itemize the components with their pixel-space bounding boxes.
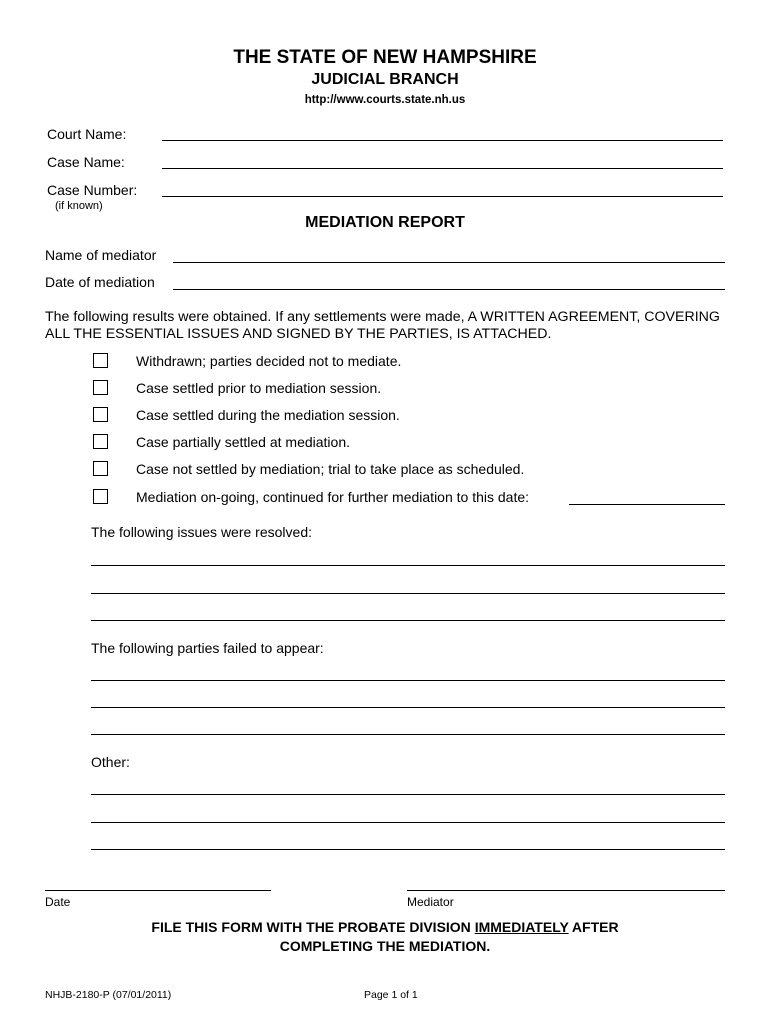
case-number-field[interactable] xyxy=(162,196,723,197)
option-ongoing: Mediation on-going, continued for further mediation to this date: xyxy=(136,489,530,505)
checkbox-withdrawn[interactable] xyxy=(93,353,108,368)
issues-line-2[interactable] xyxy=(91,593,725,594)
option-not-settled: Case not settled by mediation; trial to take place as scheduled. xyxy=(136,461,525,477)
mediation-date-label: Date of mediation xyxy=(45,274,155,290)
issues-line-1[interactable] xyxy=(91,565,725,566)
issues-resolved-label: The following issues were resolved: xyxy=(91,524,312,540)
court-name-field[interactable] xyxy=(162,140,723,141)
issues-line-3[interactable] xyxy=(91,620,725,621)
form-id: NHJB-2180-P (07/01/2011) xyxy=(45,989,172,1001)
notice-line1-post: AFTER xyxy=(568,919,619,935)
results-paragraph: The following results were obtained. If any settlements were made, A WRITTEN AGREEMENT, COVERING ALL THE ESSENTIAL ISSUES AND SIGNED BY THE PARTIES, IS ATTACHED. xyxy=(45,309,720,342)
mediator-signature-label: Mediator xyxy=(407,895,454,909)
checkbox-not-settled[interactable] xyxy=(93,461,108,476)
other-line-2[interactable] xyxy=(91,822,725,823)
court-url: http://www.courts.state.nh.us xyxy=(304,94,466,106)
filing-notice xyxy=(0,918,770,956)
case-name-field[interactable] xyxy=(162,168,723,169)
checkbox-ongoing[interactable] xyxy=(93,489,108,504)
notice-line2: COMPLETING THE MEDIATION. xyxy=(279,938,491,954)
notice-line1-emph: IMMEDIATELY xyxy=(474,919,569,935)
option-settled-during: Case settled during the mediation session. xyxy=(136,407,400,423)
report-title: MEDIATION REPORT xyxy=(305,214,465,231)
other-line-3[interactable] xyxy=(91,849,725,850)
if-known-note: (if known) xyxy=(55,200,103,212)
continued-date-field[interactable] xyxy=(569,504,725,505)
page-number: Page 1 of 1 xyxy=(364,989,418,1001)
option-settled-prior: Case settled prior to mediation session. xyxy=(136,380,382,396)
form-subtitle: JUDICIAL BRANCH xyxy=(311,71,459,88)
other-label: Other: xyxy=(91,754,130,770)
court-name-label: Court Name: xyxy=(47,126,127,142)
mediation-date-field[interactable] xyxy=(173,289,725,290)
other-line-1[interactable] xyxy=(91,794,725,795)
date-signature-line[interactable] xyxy=(45,890,271,891)
checkbox-settled-prior[interactable] xyxy=(93,380,108,395)
parties-line-2[interactable] xyxy=(91,707,725,708)
option-partially-settled: Case partially settled at mediation. xyxy=(136,434,350,450)
form-title: THE STATE OF NEW HAMPSHIRE xyxy=(233,47,537,68)
checkbox-settled-during[interactable] xyxy=(93,407,108,422)
case-number-label: Case Number: xyxy=(47,182,138,198)
parties-failed-label: The following parties failed to appear: xyxy=(91,640,324,656)
date-signature-label: Date xyxy=(45,895,71,909)
notice-line1-pre: FILE THIS FORM WITH THE PROBATE DIVISION xyxy=(151,919,475,935)
checkbox-partially-settled[interactable] xyxy=(93,434,108,449)
mediator-name-field[interactable] xyxy=(173,262,725,263)
option-withdrawn: Withdrawn; parties decided not to mediate. xyxy=(136,353,402,369)
parties-line-3[interactable] xyxy=(91,734,725,735)
mediator-name-label: Name of mediator xyxy=(45,247,157,263)
case-name-label: Case Name: xyxy=(47,154,125,170)
parties-line-1[interactable] xyxy=(91,680,725,681)
mediator-signature-line[interactable] xyxy=(407,890,725,891)
